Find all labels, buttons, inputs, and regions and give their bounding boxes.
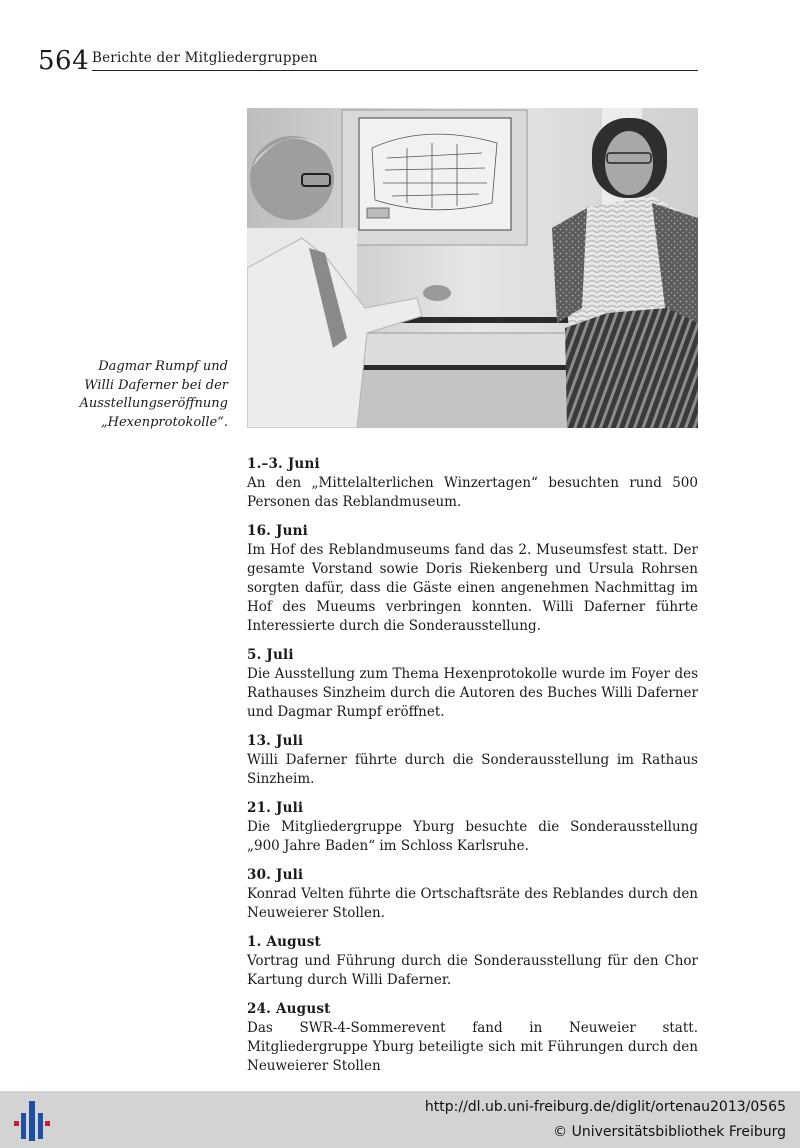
- woman-scarf: [565, 308, 698, 428]
- entry-date: 16. Juni: [247, 523, 308, 539]
- display-case-base: [352, 370, 602, 428]
- source-url-link[interactable]: http://dl.ub.uni-freiburg.de/diglit/ortenau2013/0565: [424, 1099, 786, 1115]
- entry-text: An den „Mittelalterlichen Winzertagen“ besuchten rund 500 Personen das Reblandmuseum.: [247, 475, 698, 510]
- list-item: [247, 455, 698, 512]
- header-rule: [92, 70, 698, 71]
- list-item: [247, 732, 698, 789]
- entry-date: 30. Juli: [247, 867, 304, 883]
- entry-text: Das SWR-4-Sommerevent fand in Neuweier statt. Mitgliedergruppe Yburg beteiligte sich mit Führungen durch den Neuweierer Stollen: [247, 1020, 698, 1074]
- entry-date: 13. Juli: [247, 733, 304, 749]
- woman-sleeve-left: [552, 208, 587, 323]
- list-item: [247, 866, 698, 923]
- exhibition-photo: [247, 108, 698, 428]
- copyright-notice: © Universitätsbibliothek Freiburg: [553, 1124, 786, 1140]
- library-logo-icon: [12, 1099, 52, 1143]
- list-item: [247, 646, 698, 722]
- entry-date: 24. August: [247, 1001, 331, 1017]
- chronicle-entries: [247, 455, 698, 1086]
- entry-date: 1.–3. Juni: [247, 456, 320, 472]
- entry-text: Die Ausstellung zum Thema Hexenprotokolle wurde im Foyer des Rathauses Sinzheim durch die Autoren des Buches Willi Daferner und Dagmar Rumpf eröffnet.: [247, 666, 698, 720]
- running-head: Berichte der Mitgliedergruppen: [92, 50, 318, 66]
- entry-text: Vortrag und Führung durch die Sonderausstellung für den Chor Kartung durch Willi Daferner.: [247, 953, 698, 988]
- list-item: [247, 1000, 698, 1076]
- photo-caption: Dagmar Rumpf und Willi Daferner bei der Ausstellungseröffnung „Hexenprotokolle“.: [79, 359, 228, 430]
- entry-text: Konrad Velten führte die Ortschaftsräte des Reblandes durch den Neuweierer Stollen.: [247, 886, 698, 921]
- list-item: [247, 933, 698, 990]
- list-item: [247, 799, 698, 856]
- entry-date: 1. August: [247, 934, 321, 950]
- man-hand: [423, 285, 451, 301]
- page-number: 564: [38, 46, 90, 76]
- entry-date: 21. Juli: [247, 800, 304, 816]
- entry-date: 5. Juli: [247, 647, 294, 663]
- entry-text: Willi Daferner führte durch die Sonderausstellung im Rathaus Sinzheim.: [247, 752, 698, 787]
- entry-text: Die Mitgliedergruppe Yburg besuchte die Sonderausstellung „900 Jahre Baden“ im Schloss Karlsruhe.: [247, 819, 698, 854]
- list-item: [247, 522, 698, 636]
- man-head: [250, 136, 334, 220]
- entry-text: Im Hof des Reblandmuseums fand das 2. Museumsfest statt. Der gesamte Vorstand sowie Doris Riekenberg und Ursula Rohrsen sorgten dafür, dass die Gäste einen angenehmen Nachmittag im Hof des Mueums verbringen konnten. Willi Daferner führte Interessierte durch die Sonderausstellung.: [247, 542, 698, 634]
- footer-bar: [0, 1091, 800, 1148]
